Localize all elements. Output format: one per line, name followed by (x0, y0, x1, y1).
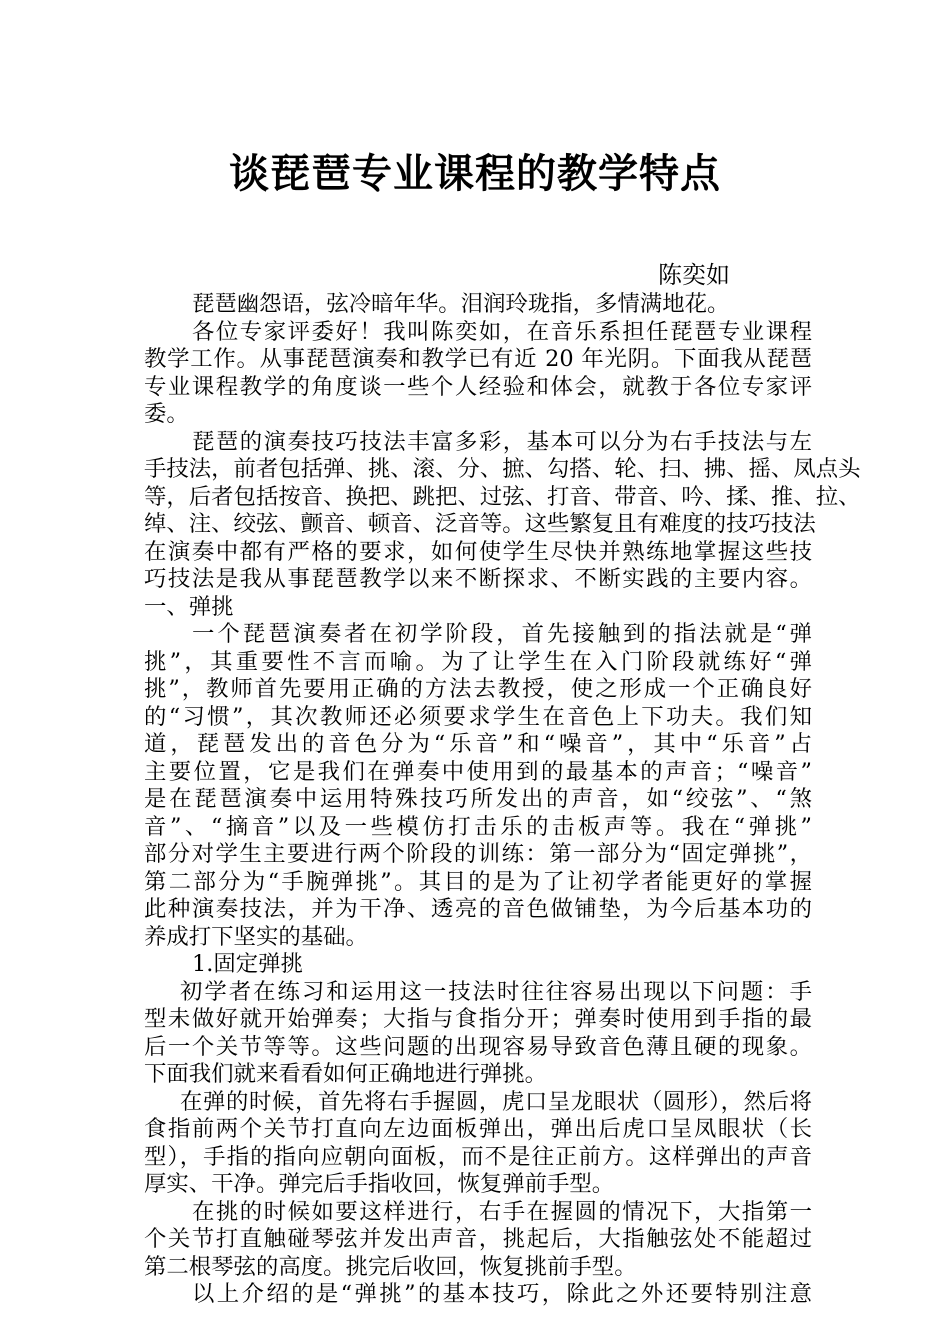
body-line: 教学工作。从事琵琶演奏和教学已有近 20 年光阴。下面我从琵琶 (144, 346, 812, 372)
body-line: 在弹的时候，首先将右手握圆，虎口呈龙眼状（圆形），然后将 (180, 1088, 812, 1115)
body-line: 绰、注、绞弦、颤音、顿音、泛音等。这些繁复且有难度的技巧技法 (144, 511, 816, 537)
body-line: 专业课程教学的角度谈一些个人经验和体会，就教于各位专家评 (144, 373, 812, 400)
body-line: 在挑的时候如要这样进行，右手在握圆的情况下，大指第一 (192, 1198, 812, 1225)
document-title: 谈琵琶专业课程的教学特点 (229, 150, 721, 197)
body-line: 的“习惯”，其次教师还必须要求学生在音色上下功夫。我们知 (144, 703, 812, 730)
body-line: 部分对学生主要进行两个阶段的训练：第一部分为“固定弹挑”， (144, 841, 812, 867)
body-line: 食指前两个关节打直向左边面板弹出，弹出后虎口呈凤眼状（长 (144, 1116, 812, 1142)
body-line: 挑”，其重要性不言而喻。为了让学生在入门阶段就练好“弹 (144, 648, 812, 675)
body-line: 在演奏中都有严格的要求，如何使学生尽快并熟练地掌握这些技 (144, 538, 812, 565)
body-line: 琵琶幽怨语，弦冷暗年华。泪润玲珑指，多情满地花。 (192, 291, 730, 317)
body-line: 后一个关节等等。这些问题的出现容易导致音色薄且硬的现象。 (144, 1033, 812, 1060)
body-line: 以上介绍的是“弹挑”的基本技巧，除此之外还要特别注意 (192, 1281, 812, 1307)
body-line: 巧技法是我从事琵琶教学以来不断探求、不断实践的主要内容。 (144, 566, 812, 592)
body-line: 个关节打直触碰琴弦并发出声音，挑起后，大指触弦处不能超过 (144, 1226, 812, 1252)
body-line: 第二根琴弦的高度。挑完后收回，恢复挑前手型。 (144, 1253, 637, 1280)
body-line: 养成打下坚实的基础。 (144, 923, 368, 950)
body-line: 等，后者包括按音、换把、跳把、过弦、打音、带音、吟、揉、推、拉、 (144, 483, 861, 510)
document-body (144, 291, 861, 1309)
body-line: 委。 (144, 401, 189, 427)
body-line: 型），手指的指向应朝向面板，而不是往正前方。这样弹出的声音 (144, 1143, 812, 1170)
body-line: 一个琵琶演奏者在初学阶段，首先接触到的指法就是“弹 (192, 621, 812, 647)
body-line: 音”、“摘音”以及一些模仿打击乐的击板声等。我在“弹挑” (144, 813, 812, 840)
body-line: 道，琵琶发出的音色分为“乐音”和“噪音”，其中“乐音”占 (144, 731, 812, 757)
body-line: 琵琶的演奏技巧技法丰富多彩，基本可以分为右手技法与左 (192, 428, 812, 455)
body-line: 型未做好就开始弹奏；大指与食指分开；弹奏时使用到手指的最 (144, 1006, 812, 1032)
body-line: 主要位置，它是我们在弹奏中使用到的最基本的声音；“噪音” (144, 758, 812, 785)
body-line: 挑”，教师首先要用正确的方法去教授，使之形成一个正确良好 (144, 676, 812, 702)
body-line: 厚实、干净。弹完后手指收回，恢复弹前手型。 (144, 1171, 615, 1197)
section-heading: 一、弹挑 (144, 593, 234, 620)
document-author: 陈奕如 (658, 261, 730, 289)
body-line: 手技法，前者包括弹、挑、滚、分、摭、勾搭、轮、扫、拂、摇、凤点头 (144, 456, 861, 482)
body-line: 此种演奏技法，并为干净、透亮的音色做铺垫，为今后基本功的 (144, 896, 812, 922)
subsection-heading: 1.固定弹挑 (192, 951, 303, 977)
body-line: 各位专家评委好！我叫陈奕如，在音乐系担任琵琶专业课程 (192, 318, 812, 345)
body-line: 下面我们就来看看如何正确地进行弹挑。 (144, 1061, 548, 1087)
body-line: 是在琵琶演奏中运用特殊技巧所发出的声音，如“绞弦”、“煞 (144, 786, 812, 812)
body-line: 初学者在练习和运用这一技法时往往容易出现以下问题：手 (180, 978, 812, 1005)
body-line: 第二部分为“手腕弹挑”。其目的是为了让初学者能更好的掌握 (144, 868, 812, 895)
